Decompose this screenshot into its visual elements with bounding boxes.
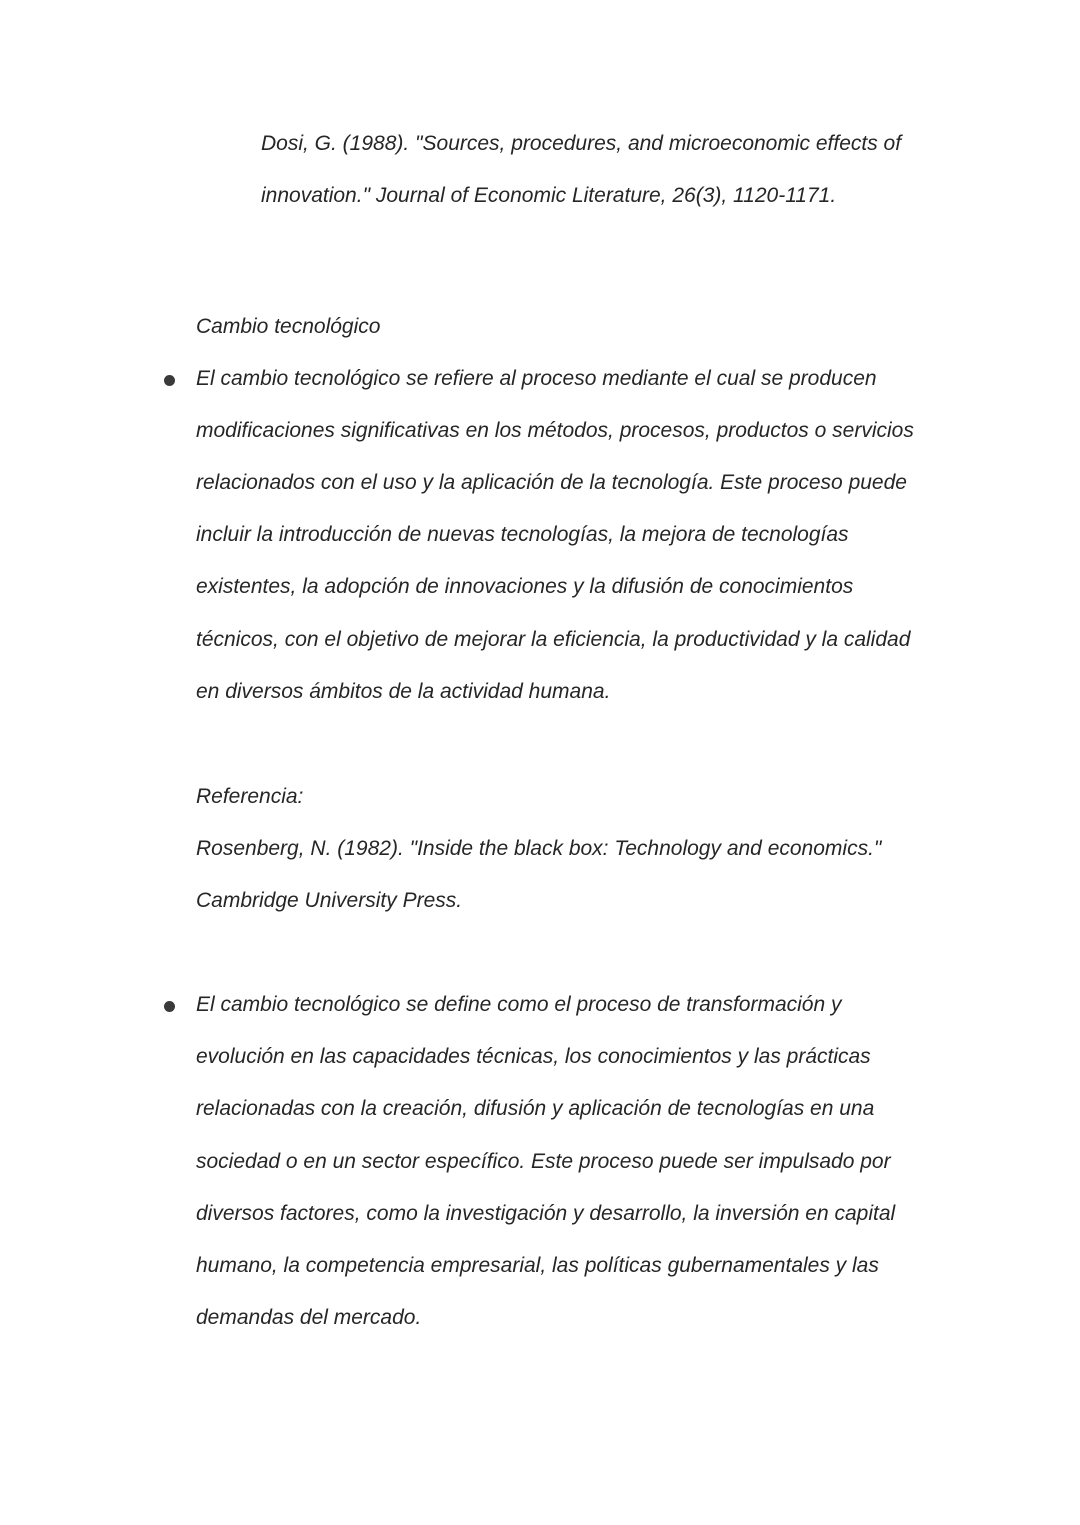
bullet-text-line: El cambio tecnológico se define como el proceso de transformación y: [196, 993, 842, 1016]
bullet-text-line: técnicos, con el objetivo de mejorar la eficiencia, la productividad y la calidad: [196, 628, 911, 651]
top-reference-line: Dosi, G. (1988). "Sources, procedures, and microeconomic effects of: [261, 132, 902, 155]
bullet-text-line: incluir la introducción de nuevas tecnologías, la mejora de tecnologías: [196, 523, 849, 546]
bullet-text-line: relacionados con el uso y la aplicación de la tecnología. Este proceso puede: [196, 471, 907, 494]
bullet-text-line: en diversos ámbitos de la actividad humana.: [196, 680, 611, 703]
bullet-text-line: humano, la competencia empresarial, las políticas gubernamentales y las: [196, 1254, 879, 1277]
section-heading: Cambio tecnológico: [196, 315, 381, 338]
top-reference-line: innovation." Journal of Economic Literature, 26(3), 1120-1171.: [261, 184, 837, 207]
bullet-text-line: existentes, la adopción de innovaciones y la difusión de conocimientos: [196, 575, 854, 598]
bullet-text-line: diversos factores, como la investigación y desarrollo, la inversión en capital: [196, 1202, 896, 1225]
bullet-text-line: sociedad o en un sector específico. Este proceso puede ser impulsado por: [196, 1150, 891, 1173]
bullet-text-line: evolución en las capacidades técnicas, los conocimientos y las prácticas: [196, 1045, 871, 1068]
reference-line: Cambridge University Press.: [196, 889, 463, 912]
reference-label: Referencia:: [196, 785, 304, 808]
bullet-text-line: El cambio tecnológico se refiere al proceso mediante el cual se producen: [196, 367, 877, 390]
reference-line: Rosenberg, N. (1982). "Inside the black box: Technology and economics.": [196, 837, 882, 860]
bullet-text-line: demandas del mercado.: [196, 1306, 422, 1329]
bullet-dot-icon: [164, 1001, 175, 1012]
bullet-text-line: modificaciones significativas en los métodos, procesos, productos o servicios: [196, 419, 914, 442]
bullet-text-line: relacionadas con la creación, difusión y aplicación de tecnologías en una: [196, 1097, 875, 1120]
bullet-dot-icon: [164, 375, 175, 386]
